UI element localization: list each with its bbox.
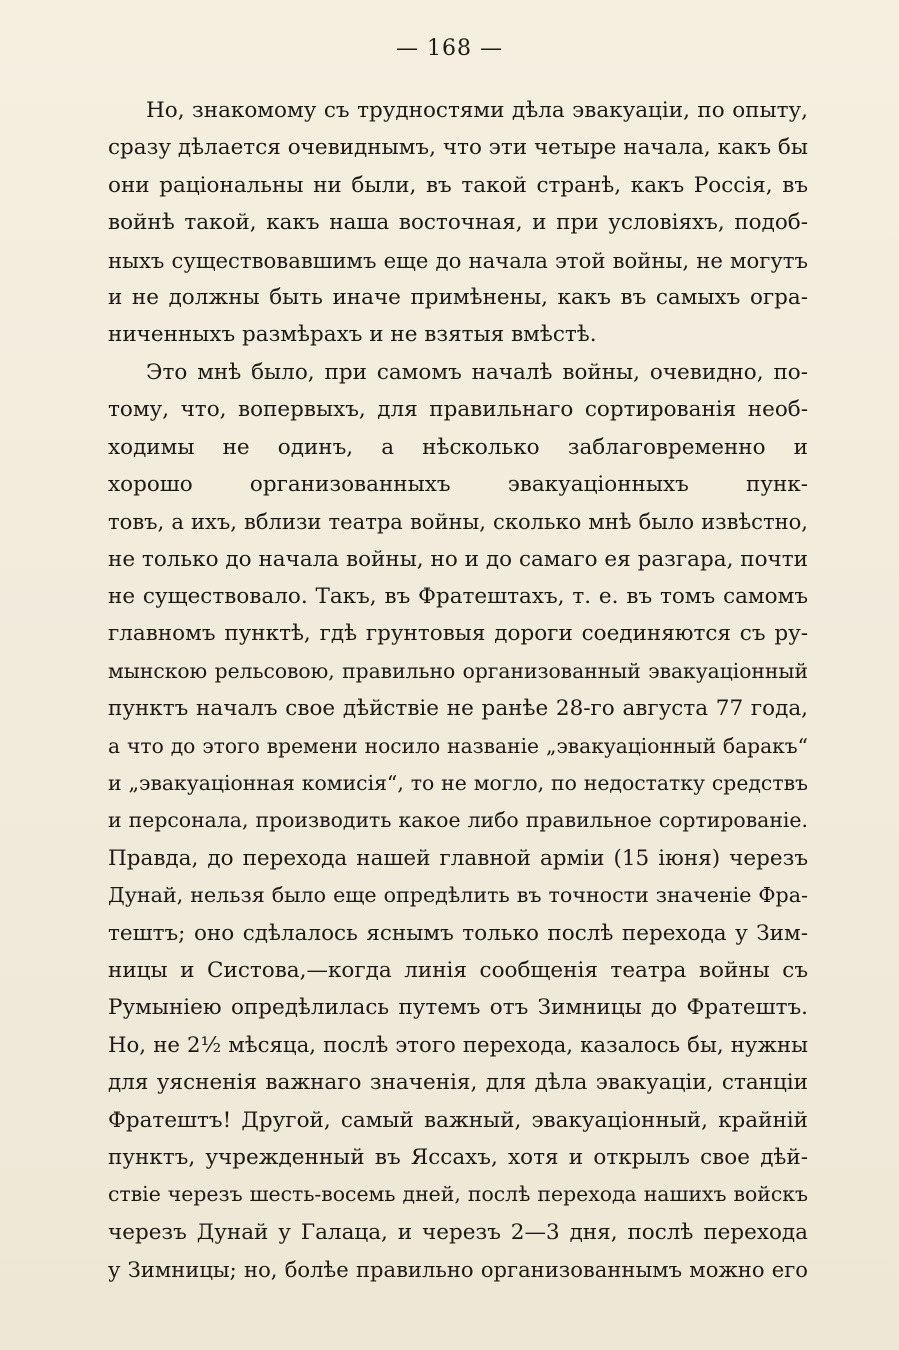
text-line: Фратештъ! Другой, самый важный, эвакуаціонный, крайній [108, 1107, 808, 1133]
text-line: сразу дѣлается очевиднымъ, что эти четыре начала, какъ бы [108, 135, 808, 161]
text-line: и „эвакуаціонная комисія“, то не могло, по недостатку средствъ [108, 771, 808, 796]
text-line: а что до этого времени носило названіе „эвакуаціонный баракъ“ [108, 733, 808, 758]
text-line: Правда, до перехода нашей главной арміи (15 іюня) черезъ [108, 845, 808, 871]
text-line: ходимы не одинъ, а нѣсколько заблаговременно и [108, 434, 808, 460]
text-line: ныхъ существовавшимъ еще до начала этой войны, не могутъ [108, 247, 808, 273]
text-line: у Зимницы; но, болѣе правильно организованнымъ можно его [108, 1257, 808, 1283]
text-line: ниченныхъ размѣрахъ и не взятыя вмѣстѣ. [108, 322, 597, 348]
paragraph-1 [108, 92, 808, 354]
page-number: — 168 — [396, 36, 503, 61]
text-line: черезъ Дунай у Галаца, и черезъ 2—3 дня, послѣ перехода [108, 1219, 808, 1245]
text-line: тештъ; оно сдѣлалось яснымъ только послѣ перехода у Зим- [108, 920, 808, 946]
text-line: пунктъ, учрежденный въ Яссахъ, хотя и открылъ свое дѣй- [108, 1144, 808, 1170]
text-line: хорошо организованныхъ эвакуаціонныхъ пунк- [108, 471, 808, 497]
text-line: для уясненія важнаго значенія, для дѣла эвакуаціи, станціи [108, 1070, 808, 1096]
text-line: Румыніею опредѣлилась путемъ отъ Зимницы до Фратештъ. [108, 995, 808, 1021]
text-line: они раціональны ни были, въ такой странѣ, какъ Россія, въ [108, 172, 808, 198]
text-line: Это мнѣ было, при самомъ началѣ войны, очевидно, по- [146, 359, 808, 385]
paragraph-2 [108, 354, 808, 1289]
text-line: и персонала, производить какое либо правильное сортированіе. [108, 808, 808, 833]
text-line: тому, что, вопервыхъ, для правильнаго сортированія необ- [108, 397, 808, 423]
text-line: товъ, а ихъ, вблизи театра войны, сколько мнѣ было извѣстно, [108, 509, 808, 535]
text-line: Дунай, нельзя было еще опредѣлить въ точности значеніе Фра- [108, 883, 808, 908]
text-line: ницы и Систова,—когда линія сообщенія театра войны съ [108, 957, 808, 983]
text-line: пунктъ началъ свое дѣйствіе не ранѣе 28-го августа 77 года, [108, 696, 808, 722]
text-line: не только до начала войны, но и до самаго ея разгара, почти [108, 546, 808, 572]
text-line: Но, не 2½ мѣсяца, послѣ этого перехода, казалось бы, нужны [108, 1032, 808, 1058]
text-line: войнѣ такой, какъ наша восточная, и при условіяхъ, подоб- [108, 210, 808, 236]
text-line: и не должны быть иначе примѣнены, какъ въ самыхъ огра- [108, 284, 808, 310]
text-body [108, 92, 808, 1289]
text-line: Но, знакомому съ трудностями дѣла эвакуаціи, по опыту, [146, 98, 808, 123]
text-line: ствіе черезъ шесть-восемь дней, послѣ перехода нашихъ войскъ [108, 1182, 808, 1207]
text-line: мынскою рельсовою, правильно организованный эвакуаціонный [108, 658, 808, 683]
text-line: главномъ пунктѣ, гдѣ грунтовыя дороги соединяются съ ру- [108, 621, 808, 647]
text-line: не существовало. Такъ, въ Фратештахъ, т. е. въ томъ самомъ [108, 584, 808, 610]
